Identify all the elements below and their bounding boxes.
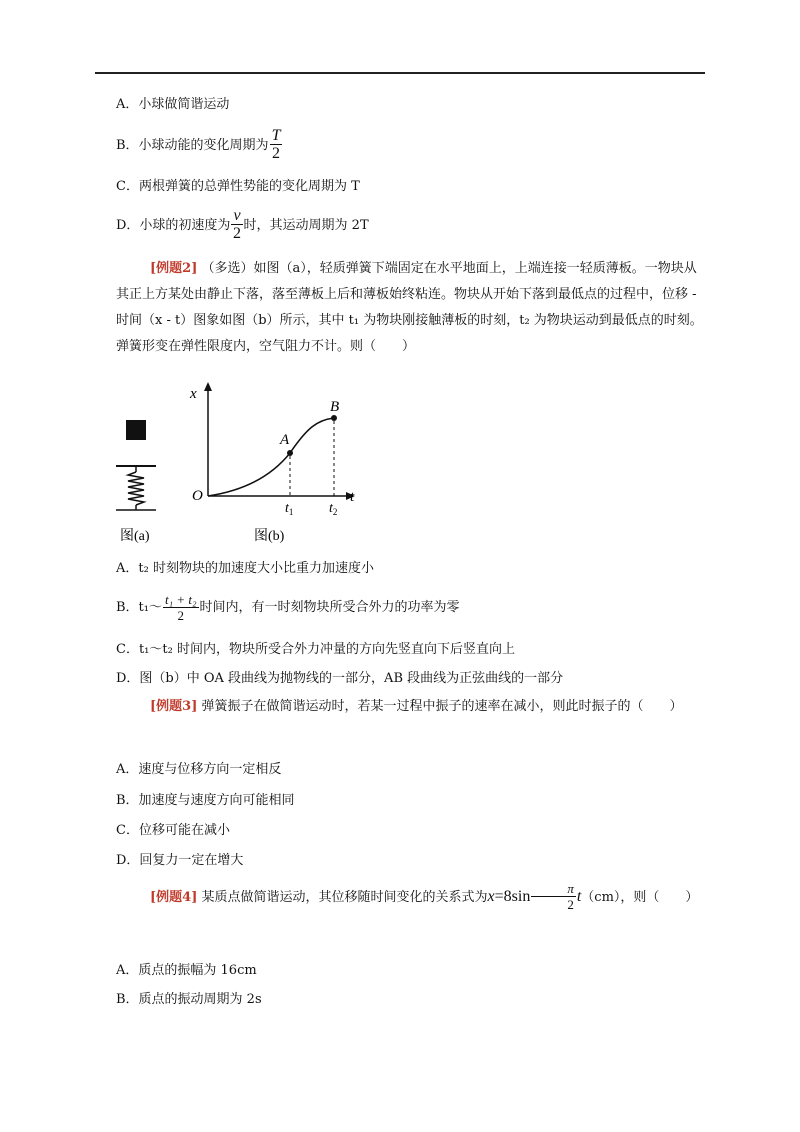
- frac-num: π: [531, 882, 576, 897]
- frac-den: 2: [232, 225, 241, 242]
- formula-var: t: [576, 888, 582, 905]
- figure-a-label: 图(a): [120, 529, 150, 544]
- q1-option-b-text: B．小球动能的变化周期为: [116, 138, 269, 153]
- frac-num: T: [271, 127, 281, 144]
- frac-den: 2: [272, 145, 281, 162]
- q1-option-d-text: D．小球的初速度为: [116, 218, 231, 233]
- example3-text: 弹簧振子在做简谐运动时，若某一过程中振子的速率在减小，则此时振子的（ ）: [201, 699, 683, 714]
- example3-option-c: C．位移可能在减小: [116, 823, 230, 838]
- example2-option-b-text: B．t₁～: [116, 600, 162, 615]
- frac-num: t₁ + t₂: [165, 592, 197, 607]
- tick-t2: [329, 501, 337, 517]
- q1-option-a: A．小球做简谐运动: [116, 97, 230, 112]
- tick-t1: [285, 501, 293, 517]
- tick-t2-sub: 2: [332, 507, 338, 517]
- example2-stem: [116, 256, 706, 360]
- origin-label: O: [192, 488, 203, 504]
- formula-lhs: x: [487, 888, 495, 905]
- y-axis-arrow: [204, 382, 212, 391]
- frac-den: 2: [177, 608, 185, 623]
- example3-option-b: B．加速度与速度方向可能相同: [116, 793, 295, 808]
- example3-tag: [例题3]: [150, 699, 198, 714]
- point-a: [287, 450, 293, 456]
- fraction-t1-plus-t2-over-2: [163, 592, 199, 623]
- fraction-t-over-2: [270, 128, 283, 163]
- q1-option-b: [116, 126, 283, 166]
- frac-den: 2: [567, 897, 574, 913]
- tick-t1-sub: 1: [288, 507, 294, 517]
- example3-stem: [116, 694, 706, 720]
- example4-tag: [例题4]: [150, 890, 198, 905]
- example2-option-b: [116, 588, 460, 628]
- example2-option-b-suffix: 时间内，有一时刻物块所受合外力的功率为零: [199, 600, 460, 615]
- displacement-formula: [487, 881, 582, 913]
- q1-option-d-suffix: 时，其运动周期为 2T: [243, 218, 369, 233]
- figure-b-label: 图(b): [254, 529, 285, 544]
- fraction-pi-over-2: [531, 882, 576, 912]
- point-b: [331, 415, 337, 421]
- q1-option-c: C．两根弹簧的总弹性势能的变化周期为 T: [116, 179, 360, 194]
- example3-option-a: A．速度与位移方向一定相反: [116, 762, 282, 777]
- xt-curve: [208, 418, 334, 496]
- example2-figure: [112, 378, 372, 548]
- example2-option-c: C．t₁～t₂ 时间内，物块所受合外力冲量的方向先竖直向下后竖直向上: [116, 642, 515, 657]
- example4-stem: [116, 878, 706, 917]
- falling-block: [126, 420, 146, 440]
- example4-option-a: A．质点的振幅为 16cm: [116, 963, 257, 978]
- example4-text: 某质点做简谐运动，其位移随时间变化的关系式为: [201, 890, 488, 905]
- y-axis-label: x: [190, 386, 197, 402]
- example2-tag: [例题2]: [150, 261, 198, 276]
- example4-suffix: （cm），则（ ）: [581, 890, 699, 905]
- example2-option-a: A．t₂ 时刻物块的加速度大小比重力加速度小: [116, 561, 374, 576]
- fraction-v-over-2: [231, 208, 242, 243]
- example2-text: （多选）如图（a），轻质弹簧下端固定在水平地面上，上端连接一轻质薄板。一物块从其正上方某处由静止下落，落至薄板上后和薄板始终粘连。物块从开始下落到最低点的过程中，位移 - 时间（x - t）图象如图（b）所示，其中 t₁ 为物块刚接触薄板的时刻，t₂ 为物块运动到最低点的时刻。弹簧形变在弹性限度内，空气阻力不计。则（ ）: [116, 261, 703, 354]
- x-axis-label: t: [350, 489, 355, 505]
- frac-num: v: [233, 207, 241, 224]
- point-b-label: B: [330, 399, 340, 415]
- q1-option-d: [116, 206, 369, 246]
- tick-t1-main: t: [285, 501, 289, 516]
- tick-t2-main: t: [329, 501, 333, 516]
- formula-eq: =8sin: [494, 888, 531, 905]
- example4-option-b: B．质点的振动周期为 2s: [116, 992, 262, 1007]
- example2-option-d: D．图（b）中 OA 段曲线为抛物线的一部分，AB 段曲线为正弦曲线的一部分: [116, 671, 564, 686]
- spring-coil: [128, 472, 144, 505]
- example3-option-d: D．回复力一定在增大: [116, 853, 244, 868]
- header-rule: [95, 72, 705, 74]
- spring-assembly: [116, 466, 156, 510]
- point-a-label: A: [280, 432, 290, 448]
